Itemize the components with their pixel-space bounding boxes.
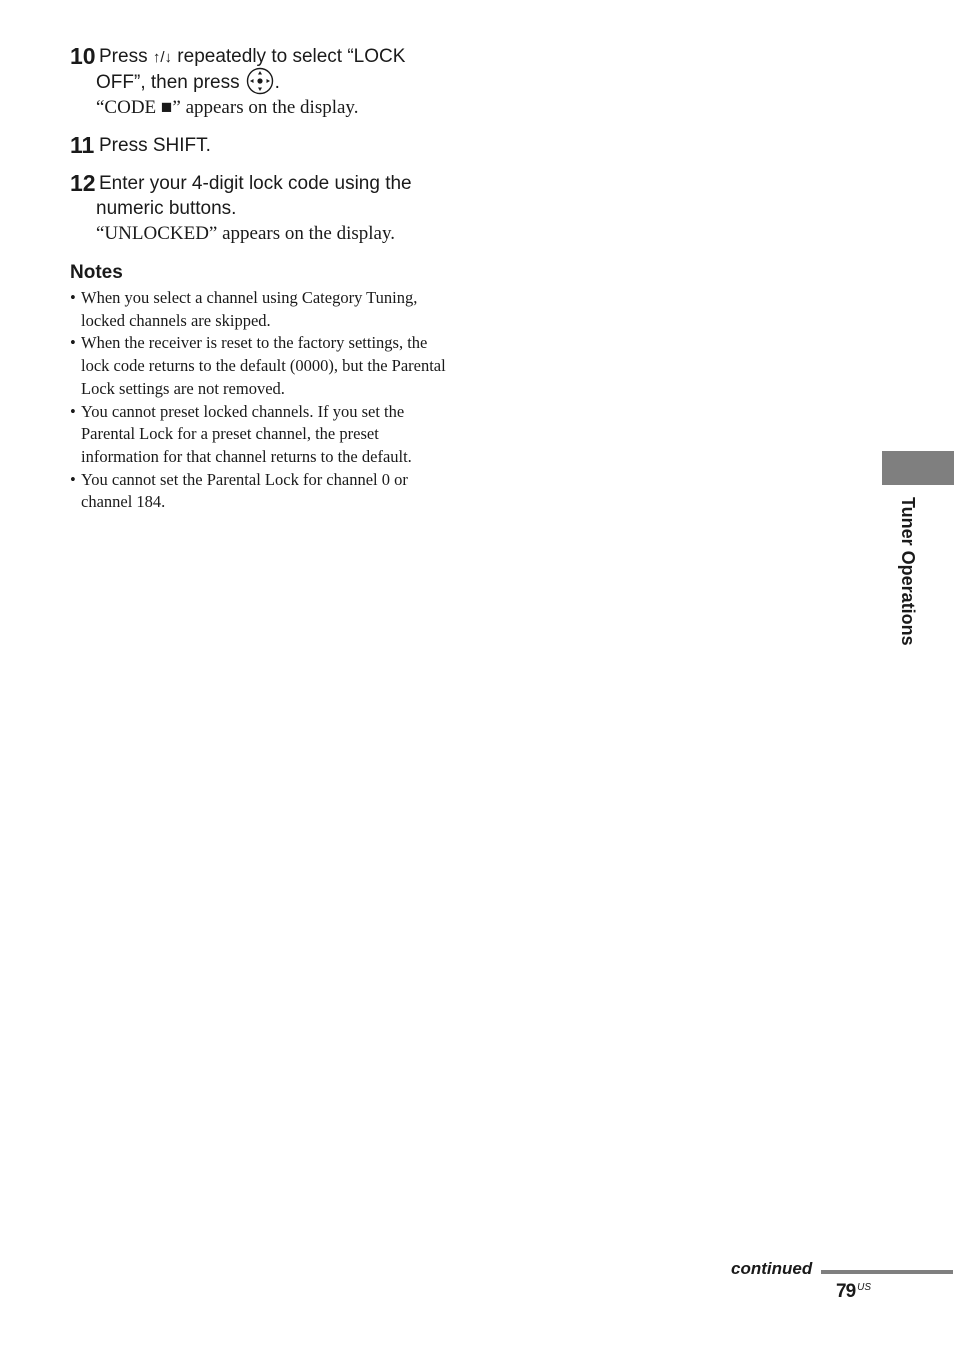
continued-rule: [821, 1270, 953, 1274]
up-down-arrows-icon: ↑/↓: [152, 49, 173, 66]
note-item: • When the receiver is reset to the factory settings, the lock code returns to the default (0000), but the Parental Lock settings are not removed.: [70, 333, 446, 398]
continued-label: continued: [731, 1259, 813, 1278]
step-result: “CODE ■” appears on the display.: [96, 97, 359, 118]
step-number: 11: [70, 132, 95, 158]
step-result: “UNLOCKED” appears on the display.: [96, 223, 395, 244]
enter-button-icon: [246, 67, 274, 95]
notes-heading: Notes: [70, 262, 123, 283]
page-number: 79 $^{US}$: [836, 1281, 872, 1302]
note-item: • You cannot set the Parental Lock for channel 0 or channel 184.: [70, 469, 408, 512]
step-11: [70, 133, 460, 158]
step-number: 12: [70, 170, 96, 196]
notes-list: [70, 287, 448, 514]
note-item: • You cannot preset locked channels. If you set the Parental Lock for a preset channel, the preset information for that channel returns to the default.: [70, 401, 412, 466]
step-instruction: Press SHIFT.: [99, 135, 211, 156]
section-label: Tuner Operations: [898, 497, 918, 646]
section-tab-marker: [882, 451, 954, 485]
step-instruction: Enter your 4-digit lock code using the numeric buttons.: [96, 173, 412, 219]
page-suffix: US: [857, 1282, 872, 1293]
note-item: • When you select a channel using Category Tuning, locked channels are skipped.: [70, 288, 418, 330]
step-12: [70, 171, 460, 246]
step-instruction: Press ↑/↓ repeatedly to select “LOCK OFF”, then press .: [96, 46, 406, 93]
step-number: 10: [70, 43, 96, 69]
step-10: [70, 44, 460, 120]
